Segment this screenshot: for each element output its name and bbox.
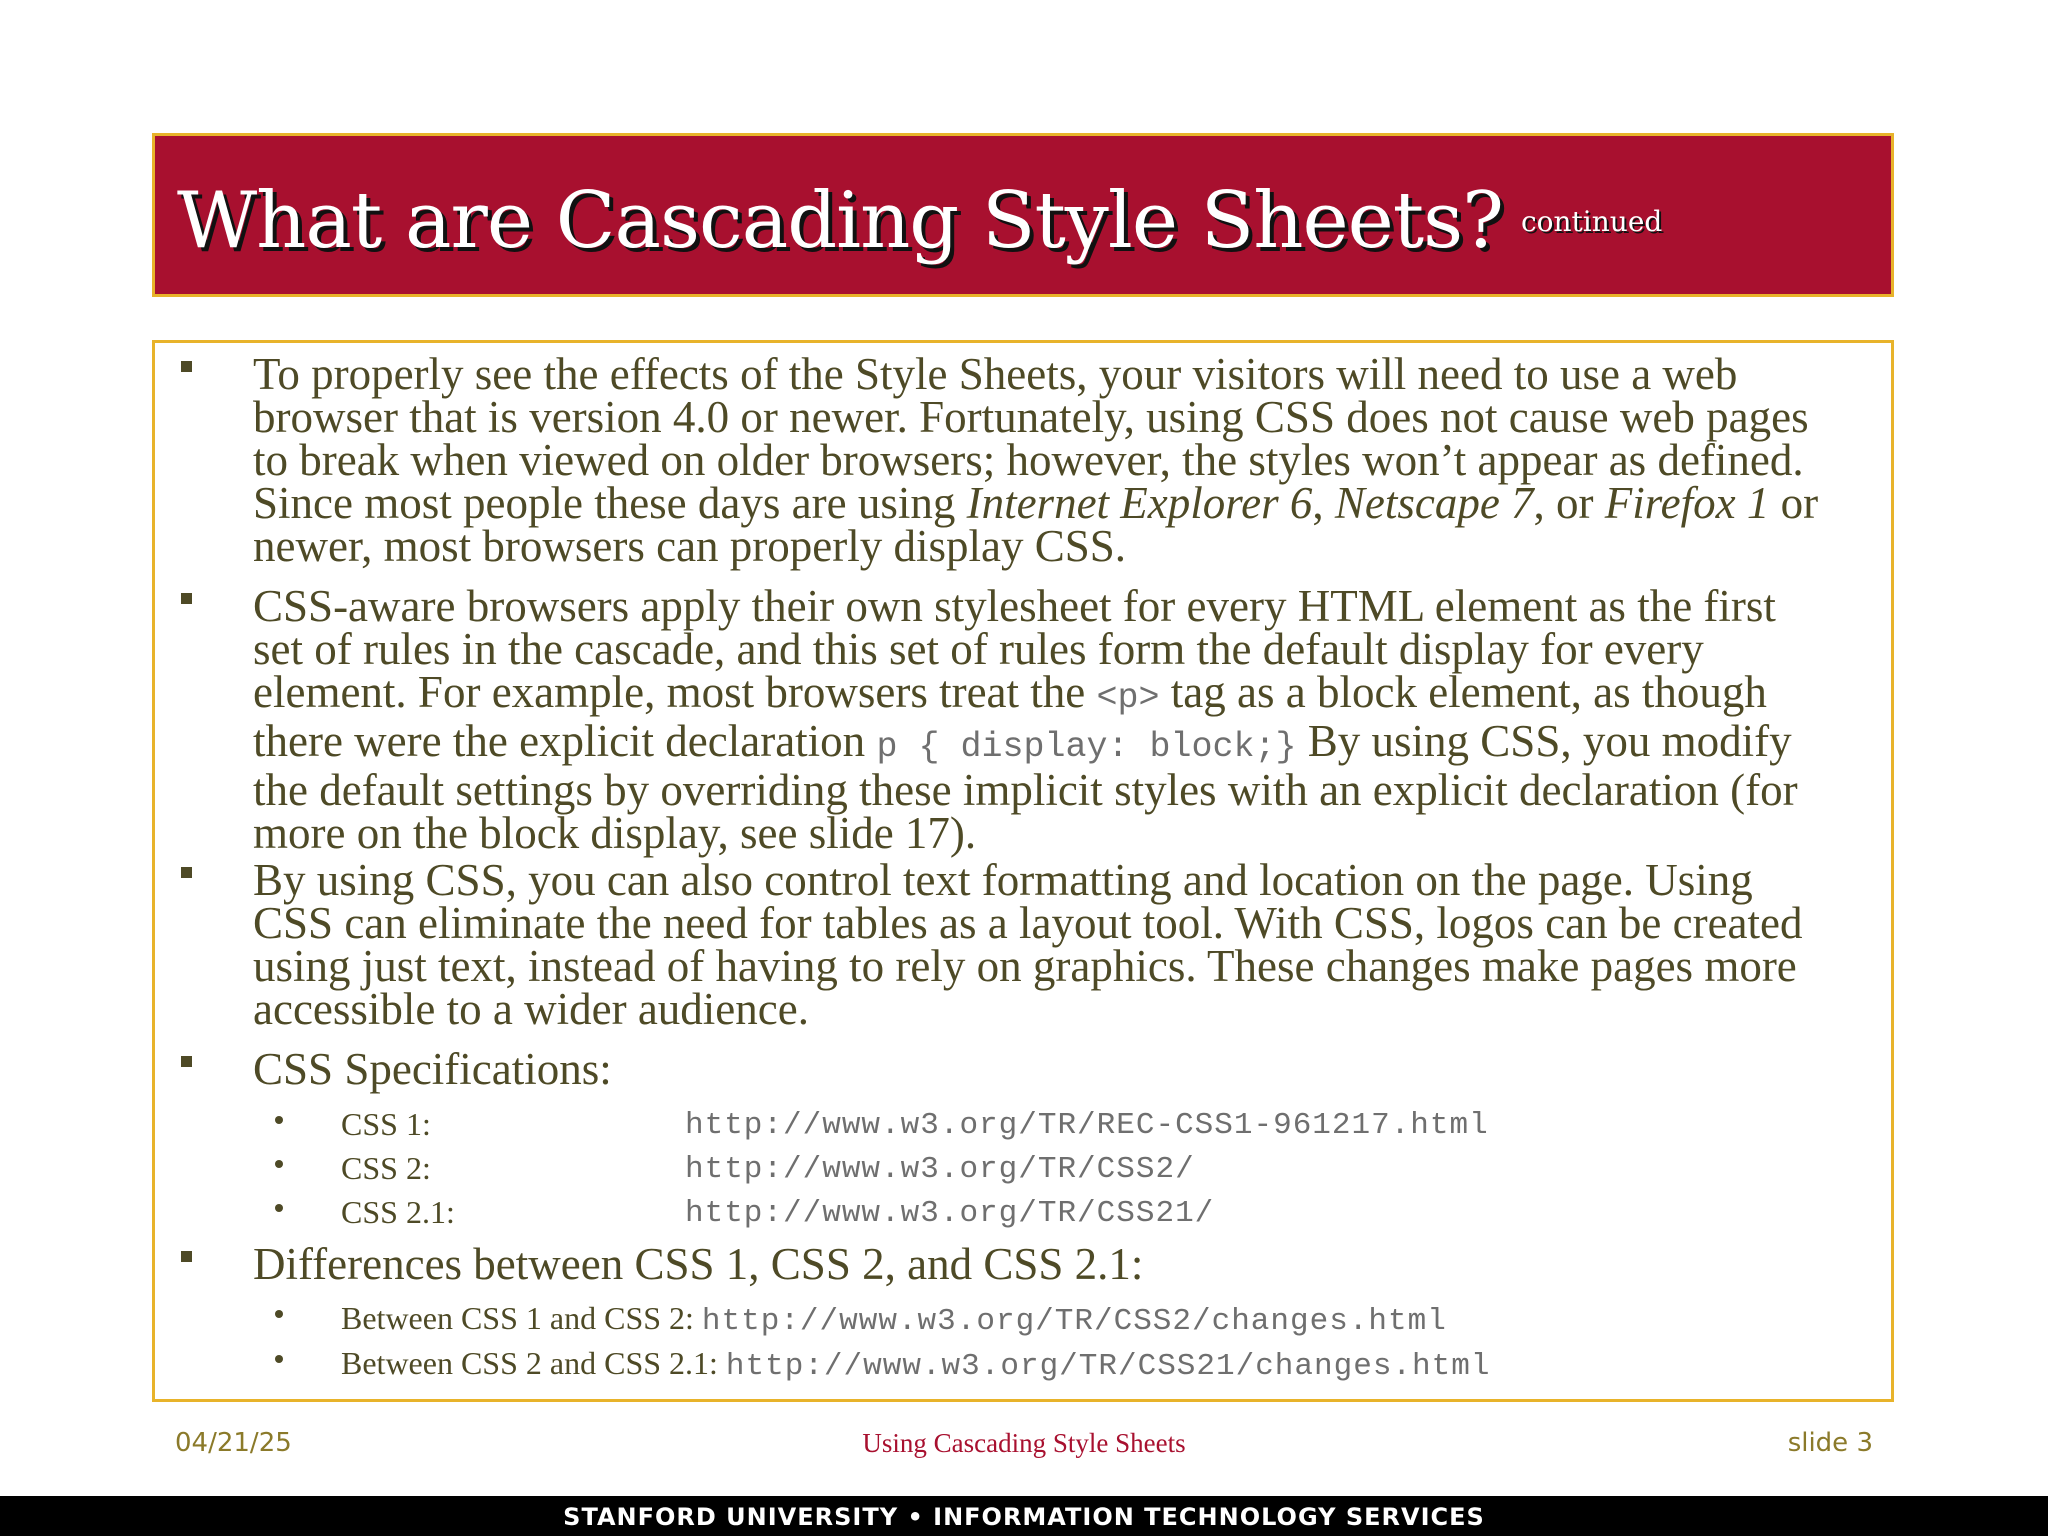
sub-bullet-marker xyxy=(275,1204,283,1212)
spec-link[interactable]: http://www.w3.org/TR/CSS21/ xyxy=(685,1196,1215,1231)
content-box xyxy=(152,340,1894,1402)
bullet-css-differences xyxy=(181,1239,1821,1289)
sub-bullet-marker xyxy=(275,1116,283,1124)
sub-bullet-marker xyxy=(275,1355,283,1363)
italic-text: Firefox 1 xyxy=(1604,478,1770,528)
spec-link[interactable]: http://www.w3.org/TR/CSS2/ xyxy=(685,1152,1195,1187)
text-run: To properly see the effects of the Style Sheets, your visitors will need to use a web browser that is version 4.0 or newer. Fortunately, using CSS does not cause web pages to break when viewed on older browsers; however, the styles won’t appear as defined. Since most people these days are using xyxy=(253,349,1809,528)
inline-code: p { display: block;} xyxy=(876,727,1297,767)
sub-bullet-marker xyxy=(275,1160,283,1168)
difference-line xyxy=(341,1300,1447,1339)
inline-code: <p> xyxy=(1096,678,1160,718)
slide-title-suffix: continued xyxy=(1520,205,1663,238)
spec-label: CSS 2.1: xyxy=(341,1194,455,1230)
title-bar xyxy=(152,133,1894,297)
bullet-marker xyxy=(181,361,192,372)
text-run: Differences between CSS 1, CSS 2, and CSS 2.1: xyxy=(253,1239,1144,1289)
italic-text: Internet Explorer 6 xyxy=(966,478,1313,528)
bullet-marker xyxy=(181,1056,192,1067)
difference-line xyxy=(341,1345,1490,1384)
bullet-browser-support xyxy=(181,349,1821,571)
text-run: , or xyxy=(1533,478,1605,528)
spec-link[interactable]: http://www.w3.org/TR/REC-CSS1-961217.html xyxy=(685,1108,1489,1143)
text-run: tag as a block element, as though there were the explicit declaration xyxy=(253,667,1767,766)
bullet-text xyxy=(253,581,1821,858)
bullet-default-stylesheet xyxy=(181,581,1821,858)
bullet-css-specifications xyxy=(181,1044,1821,1094)
bullet-text xyxy=(253,1239,1821,1289)
institution-banner: STANFORD UNIVERSITY • INFORMATION TECHNOLOGY SERVICES xyxy=(0,1496,2048,1536)
bullet-text xyxy=(253,1044,1821,1094)
text-run: , xyxy=(1312,478,1335,528)
text-run: CSS-aware browsers apply their own stylesheet for every HTML element as the first set of rules in the cascade, and this set of rules form the default display for every element. For example, most browsers treat the xyxy=(253,581,1776,717)
text-run: CSS Specifications: xyxy=(253,1044,612,1094)
bullet-text xyxy=(253,349,1821,571)
italic-text: Netscape 7 xyxy=(1334,478,1534,528)
slide-title xyxy=(177,176,1662,266)
footer-title: Using Cascading Style Sheets xyxy=(862,1428,1186,1458)
bullet-marker xyxy=(181,867,192,878)
bullet-text xyxy=(253,855,1821,1034)
spec-label: CSS 2: xyxy=(341,1150,431,1186)
text-run: or newer, most browsers can properly display CSS. xyxy=(253,478,1819,571)
text-run: By using CSS, you modify the default settings by overriding these implicit styles with an explicit declaration (for more on the block display, see slide 17). xyxy=(253,716,1798,858)
bullet-marker xyxy=(181,1251,192,1262)
text-run: By using CSS, you can also control text formatting and location on the page. Using CSS can eliminate the need for tables as a layout tool. With CSS, logos can be created using just text, instead of having to rely on graphics. These changes make pages more accessible to a wider audience. xyxy=(253,855,1803,1034)
footer-date: 04/21/25 xyxy=(175,1428,292,1458)
sub-bullet-marker xyxy=(275,1310,283,1318)
difference-label: Between CSS 2 and CSS 2.1: xyxy=(341,1345,718,1381)
difference-link[interactable]: http://www.w3.org/TR/CSS2/changes.html xyxy=(701,1304,1447,1339)
footer-slide-number: slide 3 xyxy=(1787,1428,1873,1458)
difference-link[interactable]: http://www.w3.org/TR/CSS21/changes.html xyxy=(725,1349,1491,1384)
bullet-text-formatting xyxy=(181,855,1821,1034)
difference-label: Between CSS 1 and CSS 2: xyxy=(341,1300,694,1336)
spec-label: CSS 1: xyxy=(341,1106,431,1142)
bullet-marker xyxy=(181,593,192,604)
slide-title-main: What are Cascading Style Sheets? xyxy=(177,176,1503,266)
